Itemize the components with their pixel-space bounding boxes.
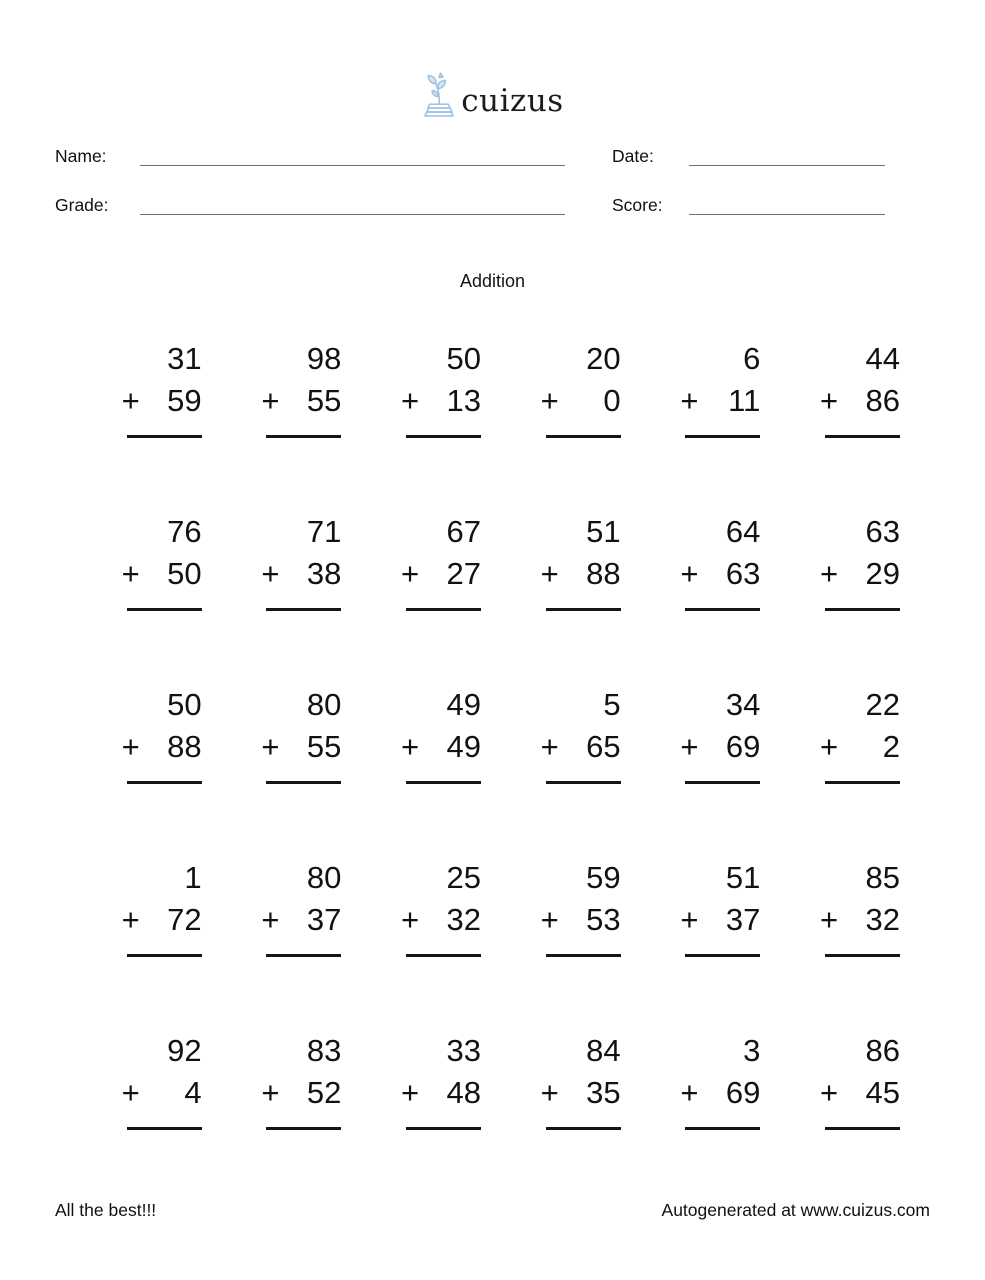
answer-blank-line: [127, 435, 202, 438]
addition-problem: [820, 1030, 900, 1130]
bottom-addend: 4: [184, 1075, 202, 1110]
grade-blank-line: [140, 199, 565, 215]
plus-sign: +: [540, 383, 559, 418]
bottom-addend-row: [541, 899, 621, 941]
addition-problem: [820, 684, 900, 784]
answer-blank-line: [825, 1127, 900, 1130]
bottom-addend: 2: [882, 729, 900, 764]
answer-blank-line: [685, 1127, 760, 1130]
bottom-addend: 88: [167, 729, 202, 764]
top-addend: 3: [743, 1033, 761, 1068]
bottom-addend-row: [401, 899, 481, 941]
answer-blank-line: [825, 954, 900, 957]
bottom-addend: 37: [725, 902, 761, 937]
bottom-addend-row: [401, 380, 481, 422]
bottom-addend: 35: [586, 1075, 621, 1110]
bottom-addend-row: [261, 1072, 341, 1114]
answer-blank-line: [266, 435, 341, 438]
plus-sign: +: [680, 556, 699, 591]
bottom-addend: 55: [306, 383, 342, 418]
answer-blank-line: [266, 781, 341, 784]
addition-problem: [122, 338, 202, 438]
bottom-addend-row: [680, 380, 760, 422]
addition-problem: [261, 684, 341, 784]
bottom-addend: 37: [306, 902, 342, 937]
bottom-addend-row: [122, 1072, 202, 1114]
addition-problem: [401, 684, 481, 784]
bottom-addend: 55: [306, 729, 342, 764]
bottom-addend-row: [261, 899, 341, 941]
bottom-addend-row: [680, 553, 760, 595]
name-label: Name:: [55, 145, 107, 166]
plus-sign: +: [261, 383, 280, 418]
bottom-addend: 65: [586, 729, 621, 764]
bottom-addend-row: [820, 380, 900, 422]
top-addend: 59: [586, 860, 621, 895]
answer-blank-line: [685, 608, 760, 611]
top-addend: 67: [446, 514, 481, 549]
top-addend: 80: [306, 687, 342, 722]
answer-blank-line: [127, 781, 202, 784]
addition-problem: [122, 1030, 202, 1130]
top-addend: 92: [167, 1033, 202, 1068]
plus-sign: +: [401, 902, 420, 937]
form-row-1: [55, 144, 885, 166]
top-addend: 64: [725, 514, 761, 549]
score-blank-line: [689, 199, 885, 215]
bottom-addend-row: [820, 899, 900, 941]
bottom-addend: 63: [725, 556, 761, 591]
answer-blank-line: [546, 435, 621, 438]
answer-blank-line: [546, 1127, 621, 1130]
bottom-addend: 0: [603, 383, 621, 418]
bottom-addend-row: [122, 899, 202, 941]
bottom-addend: 50: [167, 556, 202, 591]
top-addend: 76: [167, 514, 202, 549]
addition-problem: [122, 684, 202, 784]
bottom-addend-row: [820, 553, 900, 595]
top-addend: 31: [167, 341, 202, 376]
top-addend: 71: [306, 514, 342, 549]
answer-blank-line: [127, 1127, 202, 1130]
answer-blank-line: [406, 608, 481, 611]
bottom-addend-row: [261, 380, 341, 422]
top-addend: 51: [586, 514, 621, 549]
plus-sign: +: [261, 1075, 280, 1110]
top-addend: 80: [306, 860, 342, 895]
brand-name: cuizus: [461, 83, 564, 120]
addition-problem: [122, 857, 202, 957]
plus-sign: +: [121, 556, 140, 591]
addition-problem: [401, 338, 481, 438]
answer-blank-line: [406, 781, 481, 784]
sprout-on-books-icon: [421, 71, 456, 118]
bottom-addend-row: [401, 1072, 481, 1114]
top-addend: 44: [865, 341, 900, 376]
bottom-addend: 11: [728, 383, 761, 418]
answer-blank-line: [406, 435, 481, 438]
addition-problem: [401, 857, 481, 957]
bottom-addend-row: [541, 553, 621, 595]
bottom-addend-row: [541, 1072, 621, 1114]
plus-sign: +: [401, 729, 420, 764]
plus-sign: +: [820, 383, 839, 418]
student-info-form: [0, 144, 985, 215]
plus-sign: +: [401, 1075, 420, 1110]
addition-problem: [541, 1030, 621, 1130]
bottom-addend-row: [820, 1072, 900, 1114]
top-addend: 5: [603, 687, 621, 722]
worksheet-title: Addition: [459, 271, 526, 291]
addition-problem: [541, 857, 621, 957]
date-label: Date:: [612, 145, 654, 166]
bottom-addend: 32: [446, 902, 481, 937]
top-addend: 50: [446, 341, 481, 376]
addition-problem: [820, 857, 900, 957]
addition-problem: [541, 338, 621, 438]
top-addend: 98: [306, 341, 342, 376]
bottom-addend-row: [541, 726, 621, 768]
top-addend: 50: [167, 687, 202, 722]
answer-blank-line: [685, 781, 760, 784]
plus-sign: +: [820, 556, 839, 591]
answer-blank-line: [406, 954, 481, 957]
top-addend: 6: [743, 341, 761, 376]
bottom-addend: 32: [865, 902, 900, 937]
answer-blank-line: [546, 954, 621, 957]
problems-grid: [0, 338, 985, 1130]
plus-sign: +: [820, 1075, 839, 1110]
bottom-addend-row: [122, 380, 202, 422]
bottom-addend-row: [820, 726, 900, 768]
addition-problem: [820, 338, 900, 438]
addition-problem: [680, 684, 760, 784]
bottom-addend: 86: [865, 383, 900, 418]
top-addend: 84: [586, 1033, 621, 1068]
top-addend: 63: [865, 514, 900, 549]
answer-blank-line: [685, 954, 760, 957]
footer: [0, 1200, 985, 1221]
addition-problem: [261, 338, 341, 438]
addition-problem: [541, 684, 621, 784]
bottom-addend: 69: [725, 729, 761, 764]
answer-blank-line: [546, 608, 621, 611]
plus-sign: +: [680, 1075, 699, 1110]
top-addend: 34: [725, 687, 761, 722]
answer-blank-line: [825, 435, 900, 438]
answer-blank-line: [546, 781, 621, 784]
plus-sign: +: [261, 556, 280, 591]
bottom-addend: 49: [446, 729, 481, 764]
top-addend: 1: [184, 860, 202, 895]
bottom-addend-row: [680, 899, 760, 941]
bottom-addend-row: [122, 553, 202, 595]
addition-problem: [261, 511, 341, 611]
addition-problem: [261, 857, 341, 957]
plus-sign: +: [820, 902, 839, 937]
plus-sign: +: [540, 556, 559, 591]
plus-sign: +: [121, 729, 140, 764]
bottom-addend: 88: [586, 556, 621, 591]
top-addend: 20: [586, 341, 621, 376]
answer-blank-line: [266, 954, 341, 957]
top-addend: 22: [865, 687, 900, 722]
brand-header: [0, 0, 985, 118]
plus-sign: +: [261, 902, 280, 937]
footer-attribution: Autogenerated at www.cuizus.com: [661, 1200, 930, 1220]
plus-sign: +: [401, 383, 420, 418]
addition-problem: [680, 338, 760, 438]
addition-problem: [680, 857, 760, 957]
top-addend: 83: [306, 1033, 342, 1068]
answer-blank-line: [266, 1127, 341, 1130]
name-blank-line: [140, 150, 565, 166]
bottom-addend-row: [261, 553, 341, 595]
answer-blank-line: [127, 954, 202, 957]
plus-sign: +: [540, 729, 559, 764]
addition-problem: [541, 511, 621, 611]
top-addend: 86: [865, 1033, 900, 1068]
bottom-addend-row: [541, 380, 621, 422]
addition-problem: [401, 511, 481, 611]
score-label: Score:: [612, 194, 663, 215]
addition-problem: [261, 1030, 341, 1130]
bottom-addend: 27: [446, 556, 481, 591]
form-row-2: [55, 193, 885, 215]
bottom-addend-row: [680, 1072, 760, 1114]
answer-blank-line: [825, 608, 900, 611]
addition-problem: [401, 1030, 481, 1130]
bottom-addend: 48: [446, 1075, 481, 1110]
bottom-addend-row: [261, 726, 341, 768]
bottom-addend-row: [122, 726, 202, 768]
addition-problem: [122, 511, 202, 611]
answer-blank-line: [406, 1127, 481, 1130]
date-blank-line: [689, 150, 885, 166]
plus-sign: +: [680, 902, 699, 937]
bottom-addend-row: [401, 553, 481, 595]
bottom-addend-row: [680, 726, 760, 768]
plus-sign: +: [680, 729, 699, 764]
plus-sign: +: [820, 729, 839, 764]
addition-problem: [680, 1030, 760, 1130]
answer-blank-line: [825, 781, 900, 784]
plus-sign: +: [121, 1075, 140, 1110]
grade-label: Grade:: [55, 194, 109, 215]
top-addend: 25: [446, 860, 481, 895]
bottom-addend: 53: [586, 902, 621, 937]
answer-blank-line: [127, 608, 202, 611]
bottom-addend: 13: [446, 383, 481, 418]
answer-blank-line: [685, 435, 760, 438]
top-addend: 85: [865, 860, 900, 895]
plus-sign: +: [261, 729, 280, 764]
bottom-addend: 59: [167, 383, 202, 418]
plus-sign: +: [540, 902, 559, 937]
plus-sign: +: [121, 383, 140, 418]
plus-sign: +: [401, 556, 420, 591]
answer-blank-line: [266, 608, 341, 611]
footer-message: All the best!!!: [55, 1200, 157, 1220]
bottom-addend-row: [401, 726, 481, 768]
top-addend: 51: [725, 860, 761, 895]
bottom-addend: 69: [725, 1075, 761, 1110]
addition-problem: [820, 511, 900, 611]
addition-problem: [680, 511, 760, 611]
top-addend: 33: [446, 1033, 481, 1068]
plus-sign: +: [680, 383, 699, 418]
bottom-addend: 38: [306, 556, 342, 591]
bottom-addend: 72: [167, 902, 202, 937]
bottom-addend: 45: [865, 1075, 900, 1110]
top-addend: 49: [446, 687, 481, 722]
bottom-addend: 52: [306, 1075, 342, 1110]
plus-sign: +: [121, 902, 140, 937]
bottom-addend: 29: [865, 556, 900, 591]
plus-sign: +: [540, 1075, 559, 1110]
